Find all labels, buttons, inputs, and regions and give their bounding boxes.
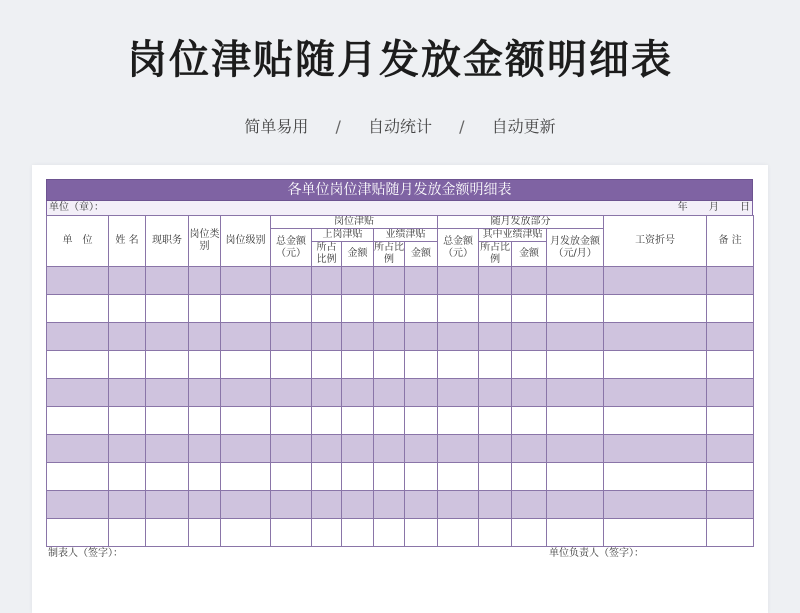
header-monthly-amount: 月发放金额（元/月） [547,229,604,267]
table-cell[interactable] [374,407,405,435]
table-cell[interactable] [547,519,604,547]
table-cell[interactable] [47,519,109,547]
table-cell[interactable] [512,295,547,323]
header-performance-allowance: 业绩津贴 [374,229,438,242]
table-cell[interactable] [342,407,374,435]
table-cell[interactable] [604,323,707,351]
table-cell[interactable] [547,295,604,323]
table-cell[interactable] [405,295,438,323]
table-cell[interactable] [405,323,438,351]
table-cell[interactable] [405,267,438,295]
table-cell[interactable] [189,379,221,407]
table-cell[interactable] [342,379,374,407]
table-cell[interactable] [146,295,189,323]
header-upper-post-allowance: 上岗津贴 [312,229,374,242]
feature-easy: 简单易用 [244,117,309,136]
table-cell[interactable] [189,295,221,323]
table-cell[interactable] [547,379,604,407]
table-cell[interactable] [374,323,405,351]
table-cell[interactable] [146,379,189,407]
table-cell[interactable] [604,379,707,407]
table-cell[interactable] [312,519,342,547]
footer-row [46,547,753,561]
table-cell[interactable] [47,351,109,379]
spreadsheet-preview [32,165,768,613]
table-cell[interactable] [189,435,221,463]
table-cell[interactable] [221,295,271,323]
table-cell[interactable] [342,351,374,379]
table-body [47,267,754,547]
table-cell[interactable] [707,435,754,463]
table-cell[interactable] [312,407,342,435]
table-cell[interactable] [547,351,604,379]
table-cell[interactable] [479,379,512,407]
table-cell[interactable] [271,267,312,295]
table-cell[interactable] [342,435,374,463]
table-cell[interactable] [47,491,109,519]
table-cell[interactable] [374,379,405,407]
table-cell[interactable] [271,379,312,407]
table-cell[interactable] [604,491,707,519]
header-monthly-payment: 随月发放部分 [438,216,604,229]
table-cell[interactable] [512,435,547,463]
table-cell[interactable] [547,463,604,491]
table-cell[interactable] [438,295,479,323]
table-cell[interactable] [438,519,479,547]
table-cell[interactable] [109,519,146,547]
table-row [47,463,754,491]
table-cell[interactable] [604,407,707,435]
table-cell[interactable] [312,379,342,407]
table-cell[interactable] [312,295,342,323]
table-cell[interactable] [604,267,707,295]
table-row [47,267,754,295]
table-cell[interactable] [405,519,438,547]
table-cell[interactable] [512,491,547,519]
table-cell[interactable] [189,463,221,491]
table-cell[interactable] [47,435,109,463]
table-cell[interactable] [405,407,438,435]
table-row [47,351,754,379]
table-cell[interactable] [707,491,754,519]
table-cell[interactable] [438,379,479,407]
table-cell[interactable] [547,407,604,435]
table-cell[interactable] [47,463,109,491]
date-label: 年 月 日 [677,202,750,213]
table-cell[interactable] [405,435,438,463]
header-total-amount: 总金额（元） [271,229,312,267]
table-cell[interactable] [342,295,374,323]
table-cell[interactable] [374,463,405,491]
table-cell[interactable] [109,463,146,491]
table-cell[interactable] [707,463,754,491]
table-cell[interactable] [405,379,438,407]
table-row [47,519,754,547]
table-cell[interactable] [271,295,312,323]
table-cell[interactable] [479,435,512,463]
table-cell[interactable] [146,407,189,435]
header-unit: 单 位 [47,216,109,267]
table-cell[interactable] [271,463,312,491]
table-cell[interactable] [479,407,512,435]
table-cell[interactable] [342,267,374,295]
table-cell[interactable] [479,351,512,379]
table-cell[interactable] [221,267,271,295]
table-cell[interactable] [189,519,221,547]
separator: / [335,117,341,136]
header-amount: 金额 [405,242,438,267]
table-cell[interactable] [547,491,604,519]
table-cell[interactable] [512,267,547,295]
table-cell[interactable] [707,323,754,351]
table-row [47,435,754,463]
feature-auto-stat: 自动统计 [367,117,432,136]
subtitle [0,114,800,137]
feature-auto-update: 自动更新 [491,117,556,136]
table-cell[interactable] [405,463,438,491]
table-cell[interactable] [374,519,405,547]
header-position: 现职务 [146,216,189,267]
table-cell[interactable] [189,491,221,519]
table-cell[interactable] [271,519,312,547]
header-ratio: 所占比例 [312,242,342,267]
table-cell[interactable] [221,407,271,435]
table-cell[interactable] [342,323,374,351]
table-cell[interactable] [221,463,271,491]
table-cell[interactable] [707,295,754,323]
table-cell[interactable] [221,435,271,463]
table-cell[interactable] [604,519,707,547]
table-cell[interactable] [146,435,189,463]
table-cell[interactable] [312,323,342,351]
table-cell[interactable] [271,491,312,519]
table-cell[interactable] [604,435,707,463]
table-row [47,491,754,519]
table-cell[interactable] [109,407,146,435]
table-cell[interactable] [438,463,479,491]
table-cell[interactable] [221,379,271,407]
table-cell[interactable] [707,379,754,407]
unit-label: 单位（章）： [49,202,104,213]
table-cell[interactable] [512,351,547,379]
table-cell[interactable] [374,491,405,519]
table-cell[interactable] [604,295,707,323]
table-cell[interactable] [271,351,312,379]
table-cell[interactable] [146,351,189,379]
table-cell[interactable] [512,323,547,351]
table-cell[interactable] [109,491,146,519]
table-cell[interactable] [271,323,312,351]
table-cell[interactable] [479,295,512,323]
table-cell[interactable] [189,323,221,351]
table-row [47,295,754,323]
table-cell[interactable] [374,295,405,323]
table-cell[interactable] [438,435,479,463]
table-cell[interactable] [221,323,271,351]
table-cell[interactable] [374,267,405,295]
table-cell[interactable] [405,351,438,379]
table-cell[interactable] [707,519,754,547]
table-cell[interactable] [312,491,342,519]
table-row [47,407,754,435]
sheet [46,179,753,561]
table-cell[interactable] [146,323,189,351]
table-cell[interactable] [109,323,146,351]
separator: / [459,117,465,136]
table-cell[interactable] [109,267,146,295]
header-post-allowance: 岗位津贴 [271,216,438,229]
table-cell[interactable] [707,267,754,295]
unit-head-signature: 单位负责人（签字）： [549,548,644,559]
header-amount: 金额 [342,242,374,267]
table-cell[interactable] [438,491,479,519]
table-cell[interactable] [47,267,109,295]
table-cell[interactable] [109,295,146,323]
table-row [47,323,754,351]
table-cell[interactable] [547,267,604,295]
preparer-signature: 制表人（签字）： [48,548,123,559]
table-cell[interactable] [604,351,707,379]
table-cell[interactable] [47,407,109,435]
table-cell[interactable] [479,267,512,295]
table-cell[interactable] [512,407,547,435]
table-cell[interactable] [405,491,438,519]
table-cell[interactable] [604,463,707,491]
allowance-table [46,215,754,547]
table-cell[interactable] [146,463,189,491]
table-cell[interactable] [512,463,547,491]
table-cell[interactable] [189,407,221,435]
table-cell[interactable] [221,351,271,379]
table-cell[interactable] [547,323,604,351]
table-cell[interactable] [707,407,754,435]
header-post-type: 岗位类别 [189,216,221,267]
table-cell[interactable] [271,435,312,463]
table-cell[interactable] [374,435,405,463]
table-row [47,379,754,407]
table-cell[interactable] [146,491,189,519]
table-cell[interactable] [438,407,479,435]
header-amount: 金额 [512,242,547,267]
table-cell[interactable] [312,267,342,295]
table-cell[interactable] [512,519,547,547]
table-cell[interactable] [47,295,109,323]
table-cell[interactable] [47,379,109,407]
table-cell[interactable] [374,351,405,379]
header-of-which-performance: 其中业绩津贴 [479,229,547,242]
header-total-amount-2: 总金额（元） [438,229,479,267]
sheet-title: 各单位岗位津贴随月发放金额明细表 [46,179,753,201]
table-cell[interactable] [479,519,512,547]
table-cell[interactable] [221,519,271,547]
table-cell[interactable] [547,435,604,463]
table-cell[interactable] [479,463,512,491]
table-cell[interactable] [342,491,374,519]
header-remarks: 备 注 [707,216,754,267]
table-cell[interactable] [438,351,479,379]
table-cell[interactable] [221,491,271,519]
table-cell[interactable] [189,267,221,295]
table-cell[interactable] [47,323,109,351]
header-post-level: 岗位级别 [221,216,271,267]
table-cell[interactable] [438,267,479,295]
table-cell[interactable] [479,323,512,351]
table-cell[interactable] [312,435,342,463]
table-cell[interactable] [707,351,754,379]
table-cell[interactable] [109,351,146,379]
table-cell[interactable] [512,379,547,407]
meta-row [46,201,753,215]
table-cell[interactable] [312,351,342,379]
table-cell[interactable] [479,491,512,519]
table-cell[interactable] [109,379,146,407]
header-ratio: 所占比例 [480,242,511,265]
header-salary-account: 工资折号 [604,216,707,267]
table-cell[interactable] [146,519,189,547]
table-cell[interactable] [312,463,342,491]
header-name: 姓 名 [109,216,146,267]
table-cell[interactable] [342,519,374,547]
table-cell[interactable] [271,407,312,435]
table-cell[interactable] [146,267,189,295]
table-cell[interactable] [342,463,374,491]
header-ratio: 所占比例 [374,242,404,265]
table-cell[interactable] [189,351,221,379]
page-title: 岗位津贴随月发放金额明细表 [127,37,673,83]
table-cell[interactable] [438,323,479,351]
table-cell[interactable] [109,435,146,463]
